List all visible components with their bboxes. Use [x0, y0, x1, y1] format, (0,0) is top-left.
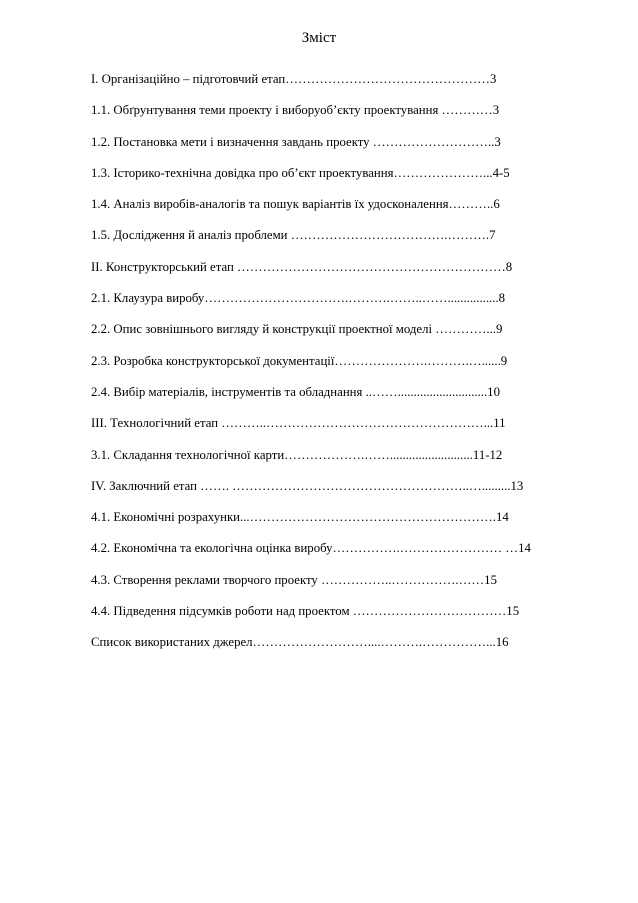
- toc-entry: [91, 320, 596, 351]
- toc-entry: [91, 70, 596, 101]
- toc-entry-text: 2.4. Вибір матеріалів, інструментів та обладнання ..……............................10: [91, 384, 500, 399]
- toc-entry: [91, 571, 596, 602]
- toc-entry-text: Список використаних джерел………………………....……….……………...16: [91, 635, 509, 650]
- toc-entry: [91, 446, 596, 477]
- toc-entry-text: 1.5. Дослідження й аналіз проблеми ……………………………….……….7: [91, 228, 496, 243]
- toc-entry: [91, 477, 596, 508]
- toc-entry: [91, 289, 596, 320]
- toc-entry-text: 1.3. Історико-технічна довідка про об’єкт проектування…………………...4-5: [91, 165, 510, 180]
- table-of-contents: [91, 70, 596, 665]
- toc-entry: [91, 101, 596, 132]
- toc-entry-text: 2.2. Опис зовнішнього вигляду й конструкції проектної моделі …………...9: [91, 322, 503, 337]
- toc-entry-text: 2.1. Клаузура виробу…………………………….……….……..……................8: [91, 291, 506, 306]
- toc-entry: [91, 133, 596, 164]
- toc-entry-text: IV. Заключний етап ……. ………………………………………………..….........13: [91, 478, 524, 493]
- page-title: Зміст: [301, 30, 337, 46]
- toc-entry: [91, 164, 596, 195]
- toc-entry: [91, 508, 596, 539]
- toc-entry-text: 4.2. Економічна та екологічна оцінка виробу…………….…………………… …14: [91, 541, 531, 556]
- toc-entry-text: 1.1. Обґрунтування теми проекту і виборуоб’єкту проектування …………3: [91, 103, 500, 118]
- toc-entry: [91, 414, 596, 445]
- toc-entry-text: 2.3. Розробка конструкторської документації………………….……….…......9: [91, 353, 508, 368]
- toc-entry: [91, 352, 596, 383]
- toc-entry: [91, 226, 596, 257]
- toc-entry-text: 4.3. Створення реклами творчого проекту ……………..…………….……15: [91, 572, 497, 587]
- toc-entry: [91, 602, 596, 633]
- toc-entry: [91, 383, 596, 414]
- toc-entry: [91, 633, 596, 664]
- toc-entry-text: 4.4. Підведення підсумків роботи над проектом ………………………………15: [91, 604, 520, 619]
- toc-entry-text: II. Конструкторський етап ………………………………………………………8: [91, 259, 513, 274]
- toc-entry: [91, 539, 596, 570]
- toc-entry-text: 1.2. Постановка мети і визначення завдань проекту ………………………..3: [91, 134, 501, 149]
- toc-entry: [91, 258, 596, 289]
- toc-entry-text: 3.1. Складання технологічної карти……………….……..........................11-12: [91, 447, 503, 462]
- toc-entry-text: I. Організаційно – підготовчий етап…………………………………………3: [91, 72, 497, 86]
- toc-entry: [91, 195, 596, 226]
- toc-entry-text: 1.4. Аналіз виробів-аналогів та пошук варіантів їх удосконалення………..6: [91, 197, 500, 212]
- toc-entry-text: 4.1. Економічні розрахунки...………………………………………………….14: [91, 510, 509, 525]
- toc-entry-text: III. Технологічний етап ………..……………………………………………...11: [91, 416, 506, 431]
